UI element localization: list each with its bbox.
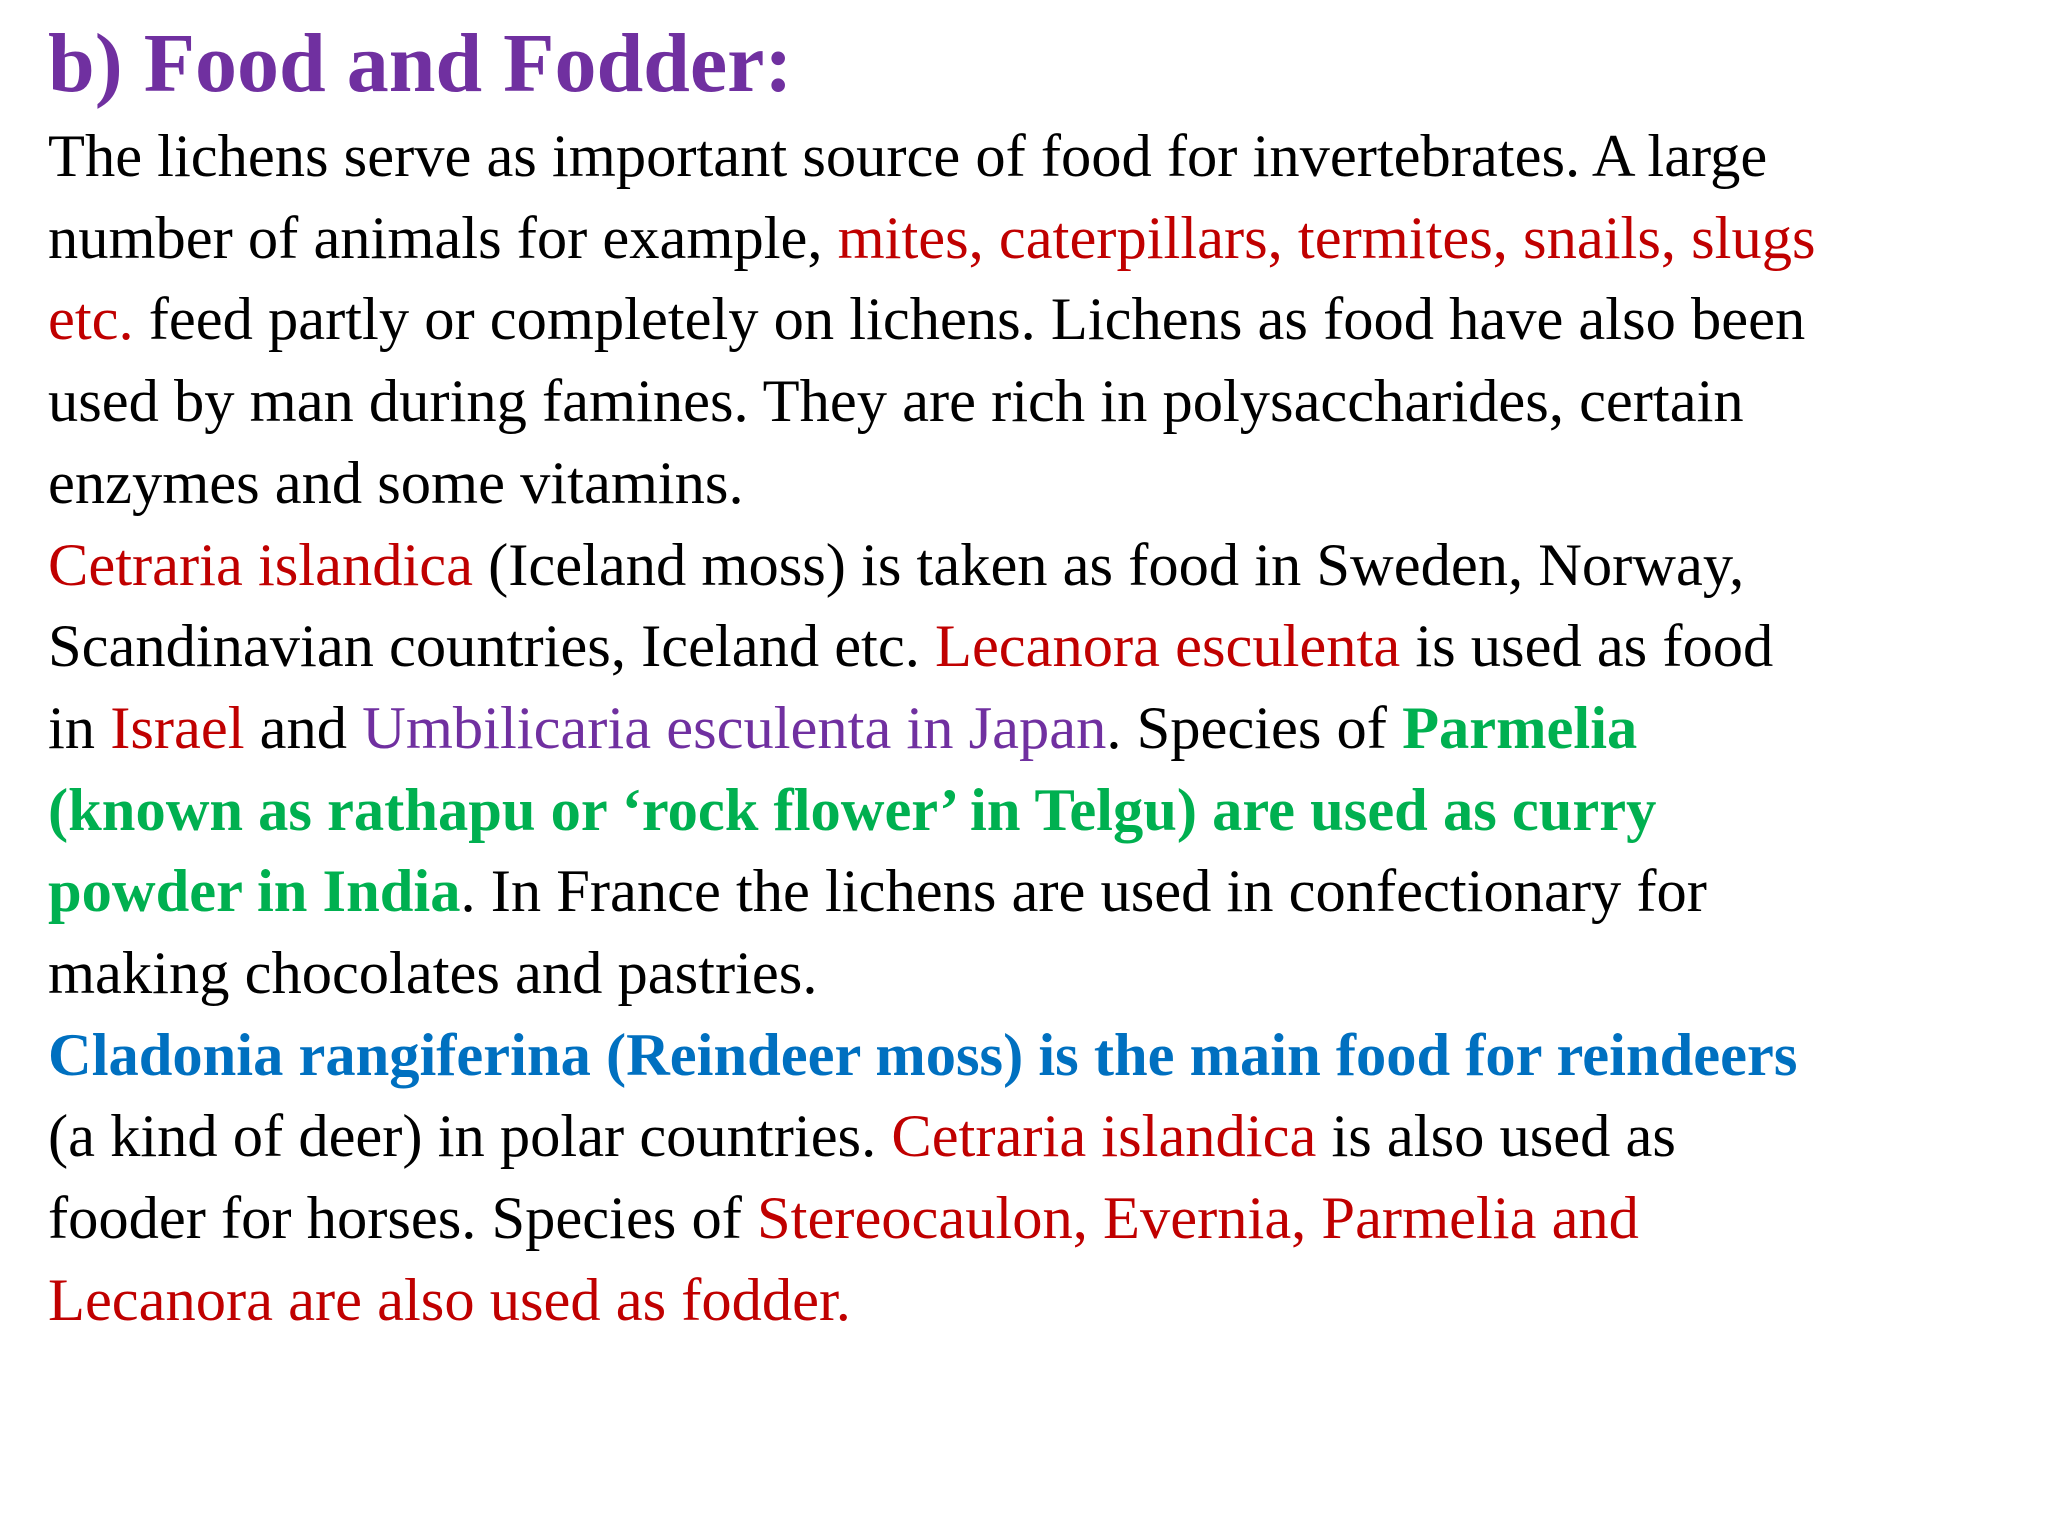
text-run: enzymes and some vitamins. [48,449,744,517]
highlighted-term: Israel [110,694,245,762]
highlighted-term: mites, caterpillars, termites, snails, slugs [837,204,1816,272]
text-line [48,361,2038,443]
highlighted-term: (known as rathapu or ‘rock flower’ in Telgu) are used as curry [48,776,1657,844]
slide-title: b) Food and Fodder: [48,17,793,110]
text-line [48,1015,2038,1097]
text-line [48,525,2038,607]
text-run: number of animals for example, [48,204,838,272]
text-line [48,688,2038,770]
text-line [48,606,2038,688]
text-line [48,1178,2038,1260]
text-run: (a kind of deer) in polar countries. [48,1103,892,1171]
body-paragraph [48,116,2038,1342]
highlighted-term: Umbilicaria esculenta in Japan [362,694,1107,762]
text-line [48,770,2038,852]
text-line [48,279,2038,361]
highlighted-term: Cetraria islandica [891,1103,1317,1171]
highlighted-term: Cladonia rangiferina (Reindeer moss) is the main food for reindeers [48,1021,1798,1089]
text-run: and [244,694,363,762]
text-run: The lichens serve as important source of food for invertebrates. A large [48,123,1768,190]
text-run: is also used as [1316,1103,1676,1171]
text-run: . In France the lichens are used in confectionary for [460,858,1707,926]
text-run: in [48,694,111,762]
text-line [48,1096,2038,1178]
text-line [48,443,2038,525]
highlighted-term: Cetraria islandica [48,531,473,599]
highlighted-term: etc. [48,286,134,354]
highlighted-term: Parmelia [1402,694,1638,762]
highlighted-term: Stereocaulon, Evernia, Parmelia and [756,1185,1639,1253]
text-line [48,933,2038,1015]
text-run: feed partly or completely on lichens. Lichens as food have also been [133,286,1806,354]
text-line [48,198,2038,280]
text-line [48,851,2038,933]
text-line [48,116,2038,198]
highlighted-term: powder in India [48,858,461,926]
text-run: (Iceland moss) is taken as food in Sweden, Norway, [472,531,1745,599]
text-line [48,1260,2038,1342]
highlighted-term: Lecanora esculenta [934,613,1401,681]
text-run: . Species of [1106,694,1403,762]
text-run: fooder for horses. Species of [48,1185,757,1253]
text-run: making chocolates and pastries. [48,940,818,1008]
text-run: used by man during famines. They are rich in polysaccharides, certain [48,368,1744,436]
text-run: is used as food [1400,613,1774,681]
highlighted-term: Lecanora are also used as fodder. [48,1266,851,1334]
text-run: Scandinavian countries, Iceland etc. [48,613,935,681]
